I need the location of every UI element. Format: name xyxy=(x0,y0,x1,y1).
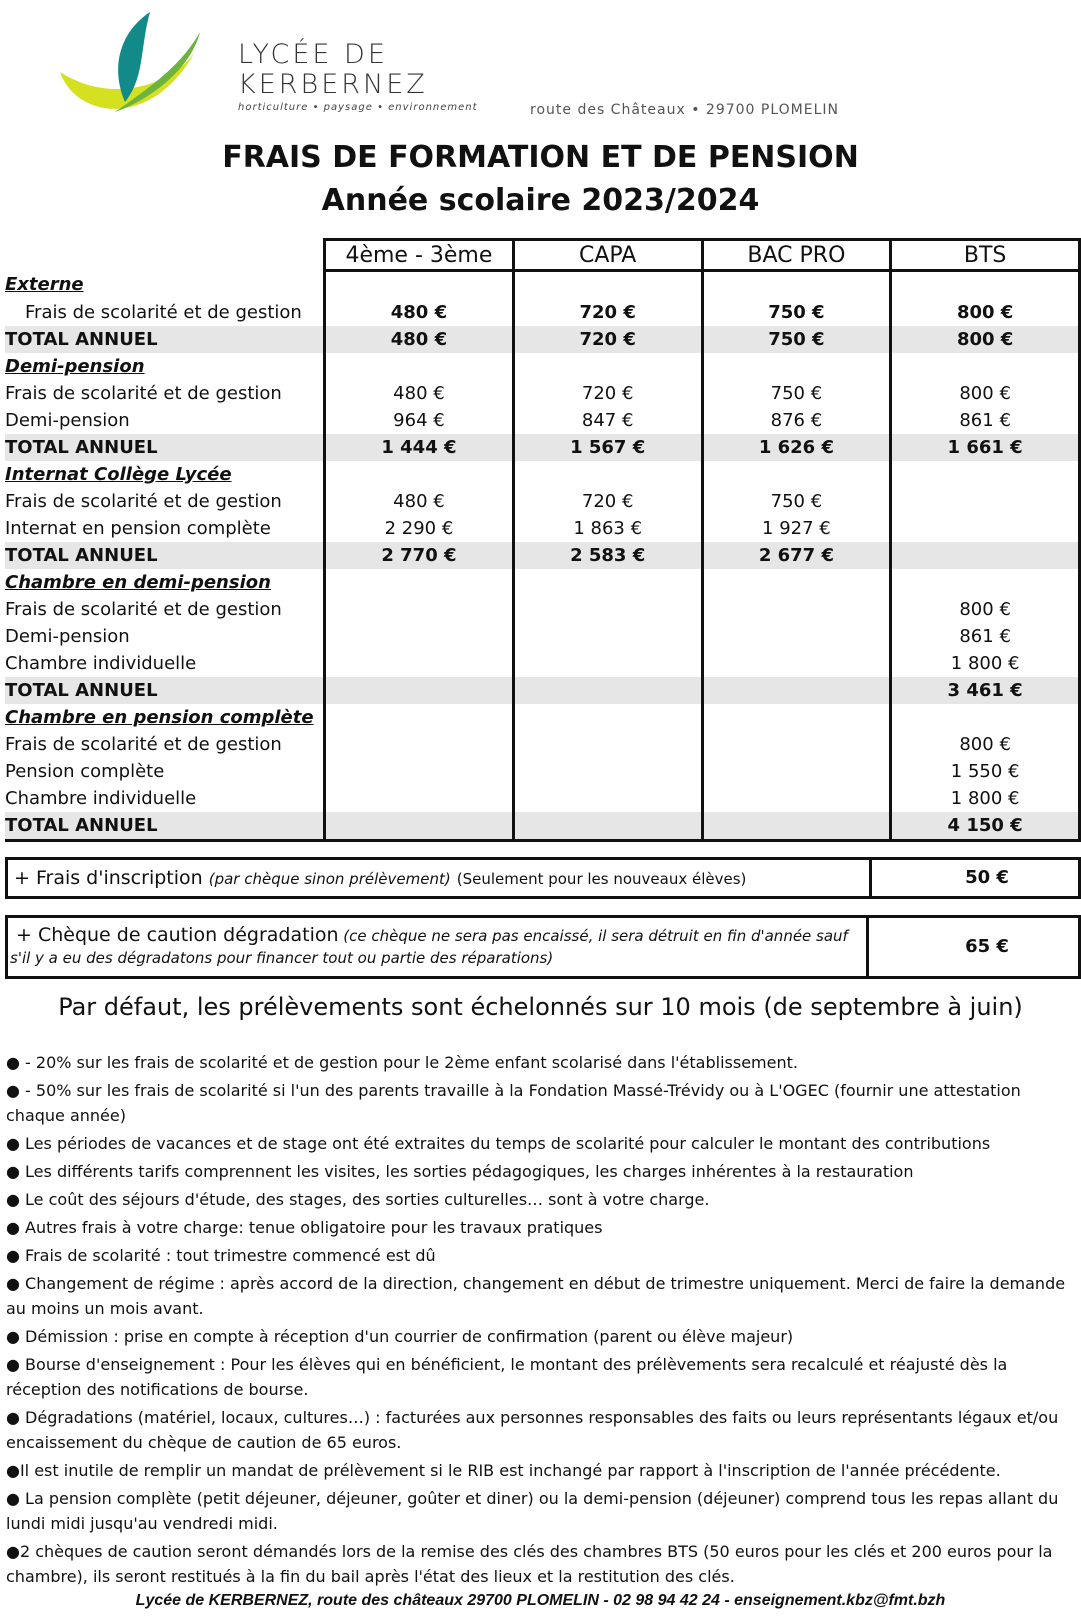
list-item: ● Dégradations (matériel, locaux, cultures…) : facturées aux personnes responsables des faits ou leurs représentants légaux et/ou encaissement du chèque de caution de 65 euros. xyxy=(6,1408,1059,1452)
total-value: 800 € xyxy=(891,326,1080,353)
total-row xyxy=(5,812,1080,841)
section-header xyxy=(5,271,1080,300)
cell-value: 847 € xyxy=(513,407,702,434)
cell-value: 1 863 € xyxy=(513,515,702,542)
section-header xyxy=(5,461,1080,488)
cell-value: 800 € xyxy=(891,380,1080,407)
row-label: Pension complète xyxy=(5,761,165,782)
school-logo-icon xyxy=(55,12,205,130)
cell-value xyxy=(891,515,1080,542)
cell-value: 1 800 € xyxy=(891,785,1080,812)
cell-value: 876 € xyxy=(702,407,891,434)
list-item: ● - 20% sur les frais de scolarité et de gestion pour le 2ème enfant scolarisé dans l'établissement. xyxy=(6,1053,798,1072)
caution-box xyxy=(5,915,1081,979)
brand-tagline: horticulture • paysage • environnement xyxy=(238,102,478,113)
section-header xyxy=(5,569,1080,596)
cell-value xyxy=(513,785,702,812)
section-header xyxy=(5,353,1080,380)
column-header: BTS xyxy=(891,240,1080,271)
table-row xyxy=(5,650,1080,677)
total-value xyxy=(325,812,514,841)
row-label: Chambre individuelle xyxy=(5,788,197,809)
list-item: ●2 chèques de caution seront démandés lors de la remise des clés des chambres BTS (50 euros pour les clés et 200 euros pour la chambre), ils seront restitués à la fin du bail après l'état des lieux et la restitution des clés. xyxy=(6,1542,1053,1586)
total-label: TOTAL ANNUEL xyxy=(5,326,325,353)
brand-name xyxy=(238,40,478,113)
total-value: 750 € xyxy=(702,326,891,353)
list-item: ● Le coût des séjours d'étude, des stages, des sorties culturelles… sont à votre charge. xyxy=(6,1190,710,1209)
cell-value: 480 € xyxy=(325,299,514,326)
total-label: TOTAL ANNUEL xyxy=(5,542,325,569)
cell-value: 1 800 € xyxy=(891,650,1080,677)
total-value xyxy=(325,677,514,704)
header-address: route des Châteaux • 29700 PLOMELIN xyxy=(530,102,839,118)
total-row xyxy=(5,677,1080,704)
list-item: ● La pension complète (petit déjeuner, déjeuner, goûter et diner) ou la demi-pension (déjeuner) comprend tous les repas allant du lundi midi jusqu'au vendredi midi. xyxy=(6,1489,1059,1533)
table-row xyxy=(5,488,1080,515)
table-row xyxy=(5,380,1080,407)
cell-value xyxy=(325,731,514,758)
caution-label: + Chèque de caution dégradation (ce chèque ne sera pas encaissé, il sera détruit en fin d'année sauf s'il y a eu des dégradatons pour financer tout ou partie des réparations) xyxy=(8,918,869,976)
cell-value: 480 € xyxy=(325,488,514,515)
cell-value xyxy=(325,596,514,623)
cell-value xyxy=(702,785,891,812)
total-label: TOTAL ANNUEL xyxy=(5,812,325,841)
section-name: Chambre en pension complète xyxy=(5,707,314,728)
column-header: BAC PRO xyxy=(702,240,891,271)
row-label: Frais de scolarité et de gestion xyxy=(5,599,282,620)
row-label: Chambre individuelle xyxy=(5,653,197,674)
cell-value xyxy=(325,758,514,785)
list-item: ● Autres frais à votre charge: tenue obligatoire pour les travaux pratiques xyxy=(6,1218,603,1237)
inscription-fee-box xyxy=(5,857,1081,899)
total-row xyxy=(5,434,1080,461)
total-value xyxy=(513,677,702,704)
total-value: 4 150 € xyxy=(891,812,1080,841)
brand-line2: KERBERNEZ xyxy=(238,69,428,100)
total-value: 1 626 € xyxy=(702,434,891,461)
inscription-fee-label: + Frais d'inscription (par chèque sinon prélèvement) (Seulement pour les nouveaux élèves) xyxy=(8,860,872,896)
table-row xyxy=(5,596,1080,623)
row-label: Demi-pension xyxy=(5,410,130,431)
cell-value: 750 € xyxy=(702,488,891,515)
total-value xyxy=(702,812,891,841)
section-name: Demi-pension xyxy=(5,356,145,377)
total-value: 1 444 € xyxy=(325,434,514,461)
page-subtitle: Année scolaire 2023/2024 xyxy=(321,183,760,218)
fees-table xyxy=(5,238,1081,842)
total-label: TOTAL ANNUEL xyxy=(5,434,325,461)
cell-value xyxy=(325,623,514,650)
list-item: ● - 50% sur les frais de scolarité si l'un des parents travaille à la Fondation Massé-Trévidy ou à L'OGEC (fournir une attestation chaque année) xyxy=(6,1081,1021,1125)
total-label: TOTAL ANNUEL xyxy=(5,677,325,704)
cell-value xyxy=(513,623,702,650)
cell-value xyxy=(702,650,891,677)
cell-value: 1 927 € xyxy=(702,515,891,542)
cell-value xyxy=(513,731,702,758)
cell-value: 1 550 € xyxy=(891,758,1080,785)
default-payment-note: Par défaut, les prélèvements sont échelonnés sur 10 mois (de septembre à juin) xyxy=(58,993,1023,1021)
cell-value: 480 € xyxy=(325,380,514,407)
total-value: 2 583 € xyxy=(513,542,702,569)
row-label: Demi-pension xyxy=(5,626,130,647)
caution-value: 65 € xyxy=(965,936,1009,957)
table-row xyxy=(5,299,1080,326)
cell-value: 861 € xyxy=(891,407,1080,434)
cell-value: 720 € xyxy=(513,380,702,407)
total-value: 480 € xyxy=(325,326,514,353)
total-value: 3 461 € xyxy=(891,677,1080,704)
section-name: Chambre en demi-pension xyxy=(5,572,271,593)
row-label: Internat en pension complète xyxy=(5,518,271,539)
cell-value: 861 € xyxy=(891,623,1080,650)
table-header-row xyxy=(5,240,1080,271)
table-row xyxy=(5,407,1080,434)
row-label: Frais de scolarité et de gestion xyxy=(5,734,282,755)
header xyxy=(0,0,1081,130)
cell-value xyxy=(702,758,891,785)
table-row xyxy=(5,731,1080,758)
row-label: Frais de scolarité et de gestion xyxy=(5,383,282,404)
cell-value: 800 € xyxy=(891,299,1080,326)
header-empty-cell xyxy=(5,240,325,271)
list-item: ● Démission : prise en compte à réception d'un courrier de confirmation (parent ou élève majeur) xyxy=(6,1327,794,1346)
list-item: ● Les périodes de vacances et de stage ont été extraites du temps de scolarité pour calculer le montant des contributions xyxy=(6,1134,991,1153)
cell-value: 750 € xyxy=(702,299,891,326)
total-value: 2 677 € xyxy=(702,542,891,569)
total-value xyxy=(891,542,1080,569)
cell-value xyxy=(702,596,891,623)
table-row xyxy=(5,785,1080,812)
list-item: ● Les différents tarifs comprennent les visites, les sorties pédagogiques, les charges inhérentes à la restauration xyxy=(6,1162,914,1181)
column-header: CAPA xyxy=(513,240,702,271)
total-value xyxy=(513,812,702,841)
cell-value: 720 € xyxy=(513,299,702,326)
footer-contact: Lycée de KERBERNEZ, route des châteaux 29700 PLOMELIN - 02 98 94 42 24 - enseignement.kbz@fmt.bzh xyxy=(135,1592,946,1609)
cell-value xyxy=(891,488,1080,515)
row-label: Frais de scolarité et de gestion xyxy=(25,302,302,323)
list-item: ● Changement de régime : après accord de la direction, changement en début de trimestre uniquement. Merci de faire la demande au moins un mois avant. xyxy=(6,1274,1066,1318)
cell-value: 750 € xyxy=(702,380,891,407)
cell-value: 720 € xyxy=(513,488,702,515)
list-item: ● Frais de scolarité : tout trimestre commencé est dû xyxy=(6,1246,436,1265)
total-value: 720 € xyxy=(513,326,702,353)
table-row xyxy=(5,758,1080,785)
cell-value xyxy=(513,758,702,785)
cell-value xyxy=(513,596,702,623)
cell-value xyxy=(702,731,891,758)
table-row xyxy=(5,623,1080,650)
row-label: Frais de scolarité et de gestion xyxy=(5,491,282,512)
table-row xyxy=(5,515,1080,542)
cell-value: 964 € xyxy=(325,407,514,434)
list-item: ● Bourse d'enseignement : Pour les élèves qui en bénéficient, le montant des prélèvements sera recalculé et réajusté dès la réception des notifications de bourse. xyxy=(6,1355,1008,1399)
list-item: ●Il est inutile de remplir un mandat de prélèvement si le RIB est inchangé par rapport à l'inscription de l'année précédente. xyxy=(6,1461,1001,1480)
section-name: Internat Collège Lycée xyxy=(5,464,232,485)
cell-value xyxy=(325,785,514,812)
section-header xyxy=(5,704,1080,731)
cell-value: 800 € xyxy=(891,596,1080,623)
total-value: 1 567 € xyxy=(513,434,702,461)
cell-value xyxy=(325,650,514,677)
page-title: FRAIS DE FORMATION ET DE PENSION xyxy=(222,140,859,175)
cell-value xyxy=(702,623,891,650)
total-value: 2 770 € xyxy=(325,542,514,569)
inscription-fee-value: 50 € xyxy=(965,867,1009,888)
brand-line1: LYCÉE DE xyxy=(238,39,388,70)
section-name: Externe xyxy=(5,274,84,296)
total-row xyxy=(5,542,1080,569)
cell-value: 2 290 € xyxy=(325,515,514,542)
notes-list xyxy=(6,1050,1066,1592)
total-row xyxy=(5,326,1080,353)
cell-value xyxy=(513,650,702,677)
cell-value: 800 € xyxy=(891,731,1080,758)
total-value: 1 661 € xyxy=(891,434,1080,461)
total-value xyxy=(702,677,891,704)
column-header: 4ème - 3ème xyxy=(325,240,514,271)
